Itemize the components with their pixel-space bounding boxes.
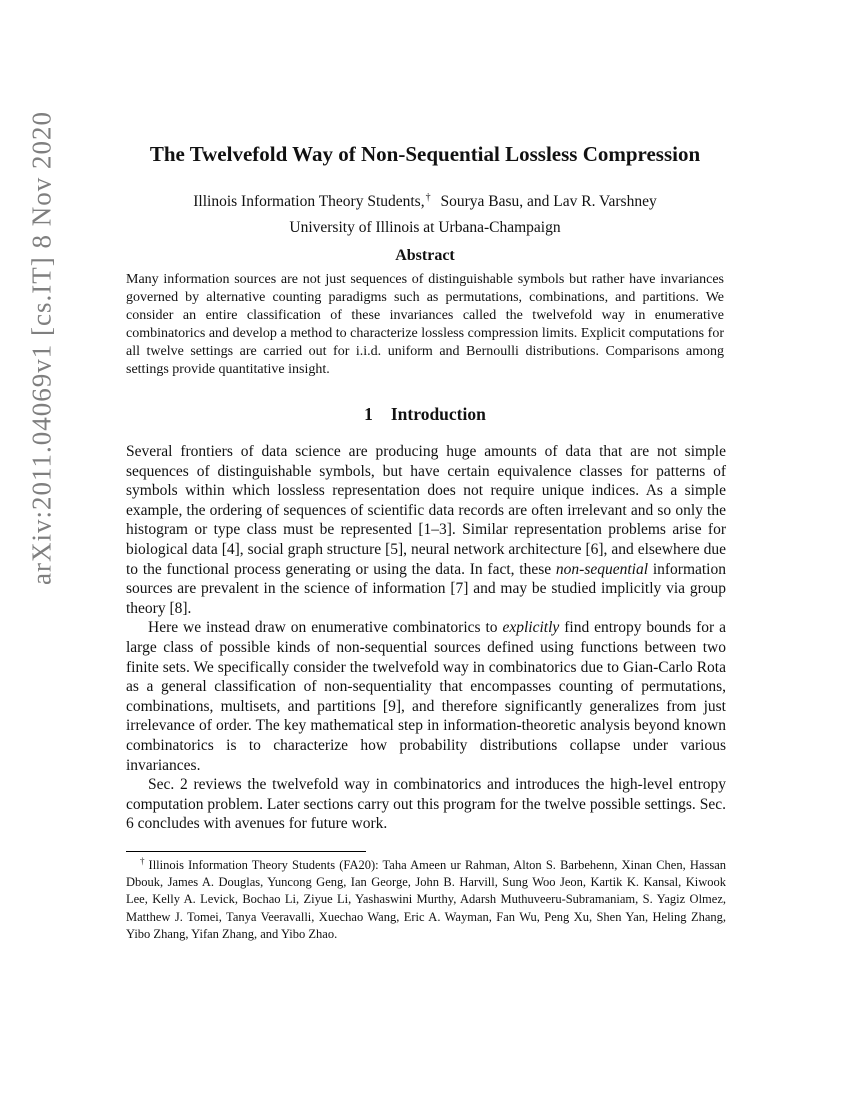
paragraph-1-part-a: Several frontiers of data science are producing huge amounts of data that are not simple sequences of distinguishable symbols, but have certain equivalence classes for patterns of symbols within which lossless representation does not require unique indices. As a simple example, the ordering of sequences of scientific data records are often irrelevant and so only the histogram or type class must be represented [1–3]. Similar representation problems arise for biological data [4], social graph structure [5], neural network architecture [6], and elsewhere due to the functional process generating or using the data. In fact, these bbox=[126, 443, 726, 578]
affiliation: University of Illinois at Urbana-Champaign bbox=[289, 219, 561, 236]
abstract-heading: Abstract bbox=[395, 247, 455, 264]
footnote-rule bbox=[126, 851, 366, 852]
paragraph-3: Sec. 2 reviews the twelvefold way in combinatorics and introduces the high-level entropy computation problem. Later sections carry out this program for the twelve possible settings. Sec. 6 concludes with avenues for future work. bbox=[126, 776, 726, 833]
paper-title: The Twelvefold Way of Non-Sequential Lossless Compression bbox=[149, 142, 701, 166]
section-title: Introduction bbox=[390, 404, 486, 424]
author-line bbox=[100, 187, 750, 213]
author-names: Sourya Basu, and Lav R. Varshney bbox=[440, 193, 657, 210]
paragraph-1-emphasis: non-sequential bbox=[555, 560, 649, 578]
paragraph-1-part-c: information sources are prevalent in the science of information [7] and may be studied implicitly via group theory [8]. bbox=[126, 560, 726, 617]
section-number: 1 bbox=[364, 404, 373, 424]
paragraph-1 bbox=[126, 442, 726, 618]
abstract-text: Many information sources are not just sequences of distinguishable symbols but rather have invariances governed by alternative counting paradigms such as permutations, combinations, and partitions. We consider an entire classification of these invariances called the twelvefold way in enumerative combinatorics and develop a method to characterize lossless compression limits. Explicit computations for all twelve settings are carried out for i.i.d. uniform and Bernoulli distributions. Comparisons among settings provide quantitative insight. bbox=[126, 272, 724, 377]
footnote-text: Illinois Information Theory Students (FA20): Taha Ameen ur Rahman, Alton S. Barbehenn, Xinan Chen, Hassan Dbouk, James A. Douglas, Yuncong Geng, Ian George, John B. Harvill, Sung Woo Jeon, Kartik K. Kansal, Kiwook Lee, Kelly A. Levick, Bochao Li, Ziyue Li, Yashaswini Murthy, Adarsh Muthuveeru-Subramaniam, S. Yagiz Olmez, Matthew J. Tomei, Tanya Veeravalli, Xuechao Wang, Eric A. Wayman, Fan Wu, Peng Xu, Shen Yan, Heling Zhang, Yibo Zhang, Yifan Zhang, and Yibo Zhao. bbox=[126, 858, 726, 941]
paragraph-2-part-a: Here we instead draw on enumerative combinatorics to bbox=[148, 619, 503, 637]
author-footnote-mark: † bbox=[425, 192, 431, 203]
author-group: Illinois Information Theory Students, bbox=[193, 193, 425, 210]
paragraph-2-emphasis: explicitly bbox=[502, 619, 560, 637]
paragraph-2-part-c: find entropy bounds for a large class of possible kinds of non-sequential sources defined using functions between two finite sets. We specifically consider the twelvefold way in combinatorics due to Gian-Carlo Rota as a general classification of non-sequentiality that encompasses counting of permutations, combinations, multisets, and partitions [9], and therefore significantly generalizes from just irrelevance of order. The key mathematical step in information-theoretic analysis beyond known combinatorics is to characterize how probability distributions collapse under various invariances. bbox=[126, 619, 726, 774]
footnote-mark: † bbox=[140, 856, 146, 866]
footnote bbox=[126, 853, 726, 943]
arxiv-stamp: arXiv:2011.04069v1 [cs.IT] 8 Nov 2020 bbox=[26, 111, 57, 585]
section-heading bbox=[100, 403, 750, 425]
introduction-body bbox=[126, 442, 726, 834]
paragraph-2 bbox=[126, 618, 726, 775]
